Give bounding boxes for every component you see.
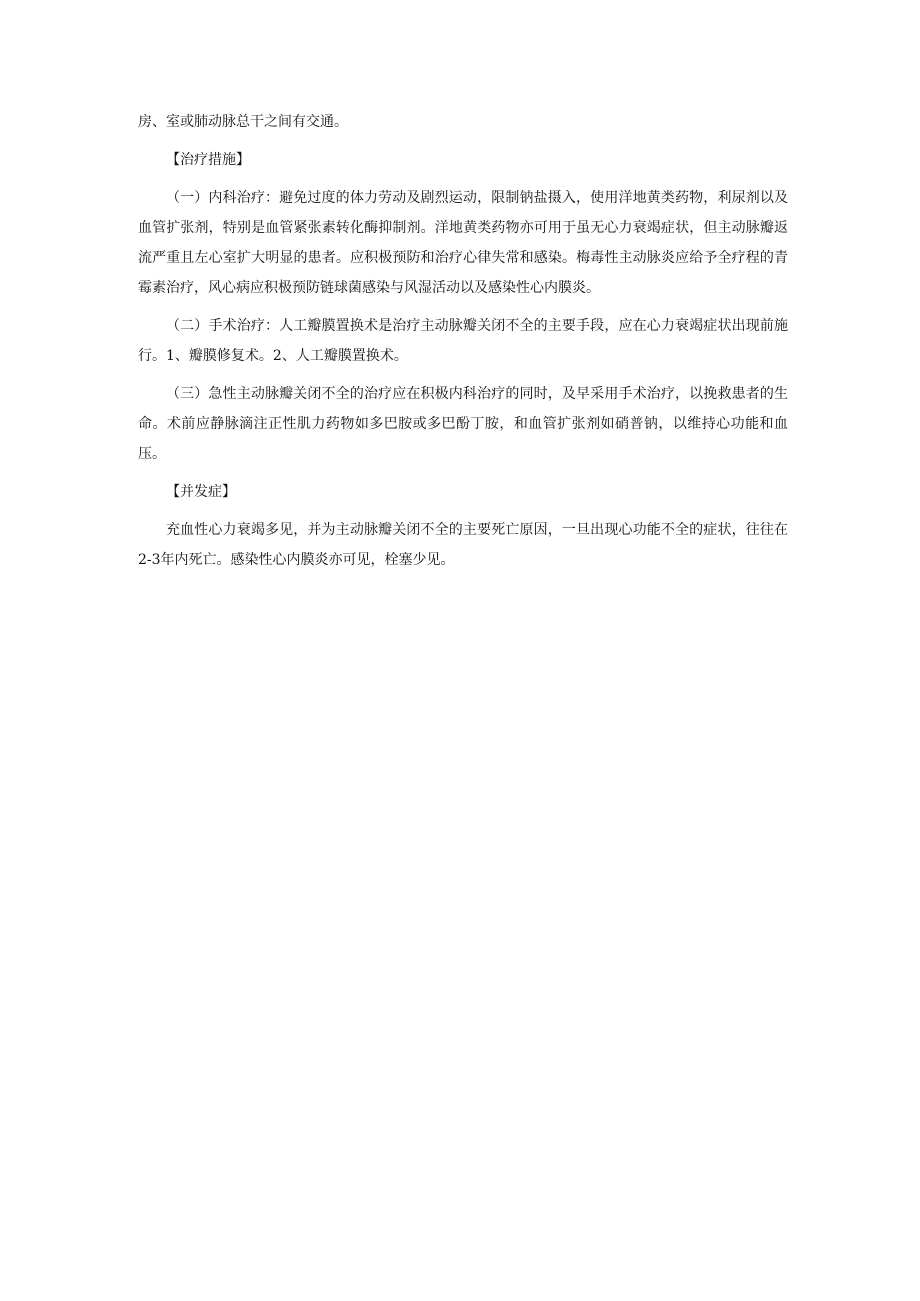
paragraph-complications: 充血性心力衰竭多见，并为主动脉瓣关闭不全的主要死亡原因，一旦出现心功能不全的症状，往往在2-3年内死亡。感染性心内膜炎亦可见，栓塞少见。 <box>138 522 788 568</box>
paragraph-continuation: 房、室或肺动脉总干之间有交通。 <box>138 114 348 130</box>
paragraph-medical-treatment: （一）内科治疗：避免过度的体力劳动及剧烈运动，限制钠盐摄入，使用洋地黄类药物，利尿剂以及血管扩张剂，特别是血管紧张素转化酶抑制剂。洋地黄类药物亦可用于虽无心力衰竭症状，但主动脉瓣返流严重且左心室扩大明显的患者。应积极预防和治疗心律失常和感染。梅毒性主动脉炎应给予全疗程的青霉素治疗，风心病应积极预防链球菌感染与风湿活动以及感染性心内膜炎。 <box>138 190 788 296</box>
document-page <box>138 107 788 583</box>
paragraph-acute-treatment: （三）急性主动脉瓣关闭不全的治疗应在积极内科治疗的同时，及早采用手术治疗，以挽救患者的生命。术前应静脉滴注正性肌力药物如多巴胺或多巴酚丁胺，和血管扩张剂如硝普钠，以维持心功能和血压。 <box>138 386 788 462</box>
section-heading-treatment: 【治疗措施】 <box>166 152 250 168</box>
paragraph-surgical-treatment: （二）手术治疗：人工瓣膜置换术是治疗主动脉瓣关闭不全的主要手段，应在心力衰竭症状出现前施行。1、瓣膜修复术。2、人工瓣膜置换术。 <box>138 318 788 364</box>
section-heading-complications: 【并发症】 <box>166 484 236 500</box>
